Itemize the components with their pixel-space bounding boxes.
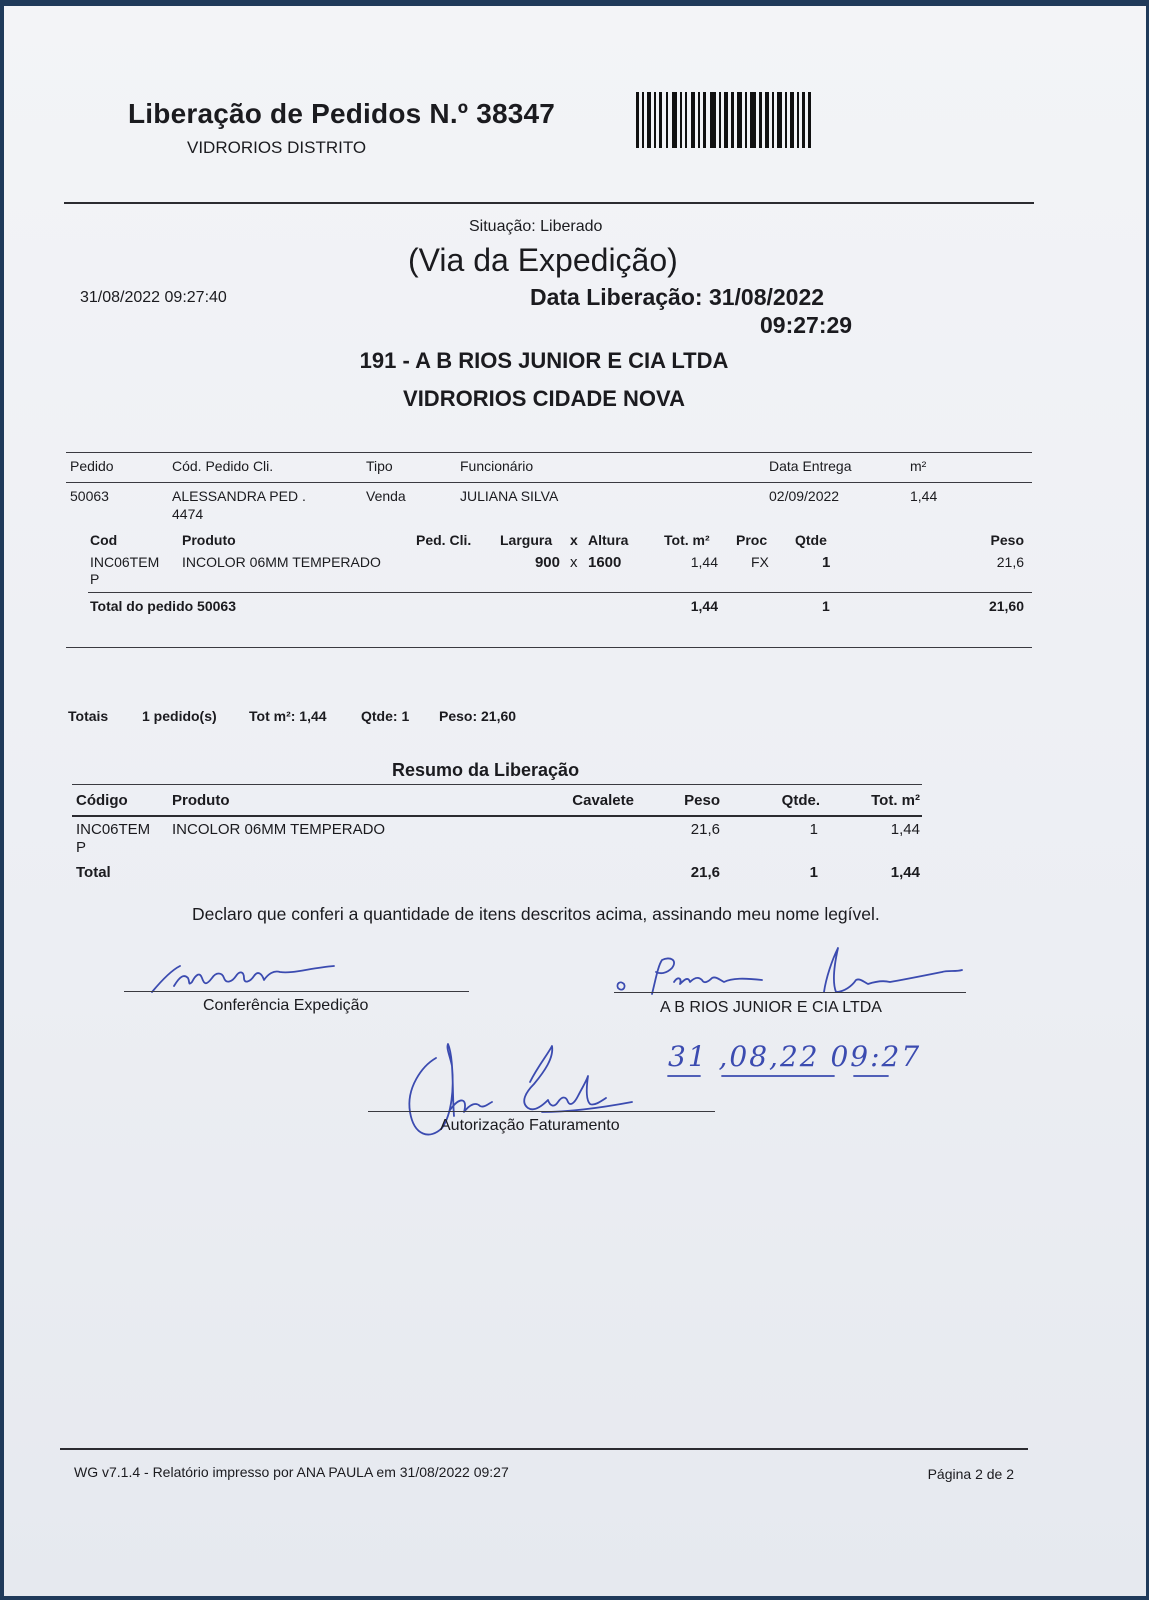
- footer-rule: [60, 1448, 1028, 1450]
- autorizacao-label: Autorização Faturamento: [440, 1117, 620, 1134]
- client-name: 191 - A B RIOS JUNIOR E CIA LTDA: [359, 348, 729, 373]
- item-cod: INC06TEM: [90, 554, 160, 570]
- company-name: VIDRORIOS DISTRITO: [187, 138, 367, 157]
- summary-qtde: 1: [809, 821, 818, 838]
- summary-total-peso: 21,6: [690, 864, 720, 881]
- release-time: 09:27:29: [760, 312, 853, 338]
- item-tot-m2: 1,44: [690, 554, 718, 570]
- summary-title: Resumo da Liberação: [392, 760, 580, 780]
- col-proc: Proc: [736, 532, 768, 548]
- client-signature: [612, 942, 972, 1006]
- order-header-rule: [66, 482, 1032, 483]
- summary-peso: 21,6: [690, 821, 720, 838]
- item-qtde: 1: [822, 554, 831, 571]
- handwritten-date-underline: [668, 1072, 948, 1080]
- col-funcionario: Funcionário: [460, 458, 534, 474]
- col-tot-m2: Tot. m²: [664, 532, 710, 548]
- client-store: VIDRORIOS CIDADE NOVA: [403, 386, 685, 411]
- conferencia-label: Conferência Expedição: [203, 997, 369, 1014]
- item-altura: 1600: [588, 554, 622, 571]
- cod-pedido-cli-cont: 4474: [172, 506, 204, 522]
- totals-peso: Peso: 21,60: [439, 708, 517, 724]
- print-datetime: 31/08/2022 09:27:40: [80, 289, 227, 306]
- col-cod: Cod: [90, 532, 118, 548]
- col-data-entrega: Data Entrega: [769, 458, 852, 474]
- item-peso: 21,6: [996, 554, 1024, 570]
- col-produto: Produto: [182, 532, 236, 548]
- document-title: Liberação de Pedidos N.º 38347: [128, 98, 556, 129]
- totals-m2: Tot m²: 1,44: [249, 708, 327, 724]
- col-altura: Altura: [588, 532, 629, 548]
- order-table-bottom-rule: [66, 647, 1032, 648]
- summary-produto: INCOLOR 06MM TEMPERADO: [172, 821, 386, 838]
- summary-col-produto: Produto: [172, 792, 230, 809]
- summary-tot-m2: 1,44: [890, 821, 920, 838]
- client-line: [614, 992, 966, 993]
- summary-total-qtde: 1: [809, 864, 818, 881]
- declaration-text: Declaro que conferi a quantidade de itens descritos acima, assinando meu nome legível.: [192, 904, 880, 924]
- order-total-m2: 1,44: [690, 598, 718, 614]
- order-total-peso: 21,60: [988, 598, 1024, 614]
- summary-codigo: INC06TEM: [76, 821, 151, 838]
- footer-report: WG v7.1.4 - Relatório impresso por ANA PAULA em 31/08/2022 09:27: [74, 1464, 509, 1480]
- summary-codigo-cont: P: [76, 839, 87, 856]
- data-entrega: 02/09/2022: [769, 488, 840, 504]
- autorizacao-line: [368, 1111, 715, 1112]
- conferencia-line: [124, 991, 469, 992]
- item-cod-cont: P: [90, 571, 100, 587]
- m2-value: 1,44: [910, 488, 938, 504]
- item-x: x: [570, 554, 578, 571]
- item-total-rule: [88, 592, 1032, 593]
- col-ped-cli: Ped. Cli.: [416, 532, 472, 548]
- release-date: Data Liberação: 31/08/2022: [530, 284, 825, 310]
- summary-col-tot-m2: Tot. m²: [871, 792, 920, 809]
- via-label: (Via da Expedição): [408, 242, 678, 278]
- order-table-top-rule: [66, 452, 1032, 453]
- col-peso: Peso: [990, 532, 1024, 548]
- col-qtde: Qtde: [795, 532, 827, 548]
- client-label: A B RIOS JUNIOR E CIA LTDA: [660, 999, 882, 1016]
- order-total-qtde: 1: [822, 598, 830, 614]
- handwritten-date: 31 ,08,22 09:27: [668, 1040, 922, 1073]
- col-cod-pedido-cli: Cód. Pedido Cli.: [172, 458, 274, 474]
- item-largura: 900: [534, 554, 560, 571]
- summary-header-rule: [72, 815, 922, 817]
- summary-col-peso: Peso: [684, 792, 720, 809]
- item-produto: INCOLOR 06MM TEMPERADO: [182, 554, 381, 570]
- order-total-label: Total do pedido 50063: [90, 598, 236, 614]
- document-page: [4, 6, 1146, 1596]
- summary-total-tot-m2: 1,44: [890, 864, 920, 881]
- col-tipo: Tipo: [366, 458, 393, 474]
- col-x: x: [570, 532, 578, 548]
- summary-top-rule: [72, 784, 922, 785]
- page-number: Página 2 de 2: [927, 1466, 1014, 1482]
- col-pedido: Pedido: [70, 458, 114, 474]
- totals-pedidos: 1 pedido(s): [142, 708, 217, 724]
- totals-label: Totais: [68, 708, 109, 724]
- situation: Situação: Liberado: [469, 218, 603, 235]
- cod-pedido-cli: ALESSANDRA PED .: [172, 488, 306, 504]
- totals-qtde: Qtde: 1: [361, 708, 410, 724]
- tipo: Venda: [366, 488, 406, 504]
- summary-col-cavalete: Cavalete: [572, 792, 634, 809]
- barcode: [636, 92, 812, 148]
- pedido-number: 50063: [70, 488, 109, 504]
- col-largura: Largura: [500, 532, 553, 548]
- header-divider: [64, 202, 1034, 204]
- funcionario: JULIANA SILVA: [460, 488, 559, 504]
- col-m2: m²: [910, 458, 927, 474]
- summary-total-label: Total: [76, 864, 111, 881]
- summary-col-qtde: Qtde.: [781, 792, 820, 809]
- summary-col-codigo: Código: [76, 792, 128, 809]
- item-proc: FX: [751, 554, 769, 570]
